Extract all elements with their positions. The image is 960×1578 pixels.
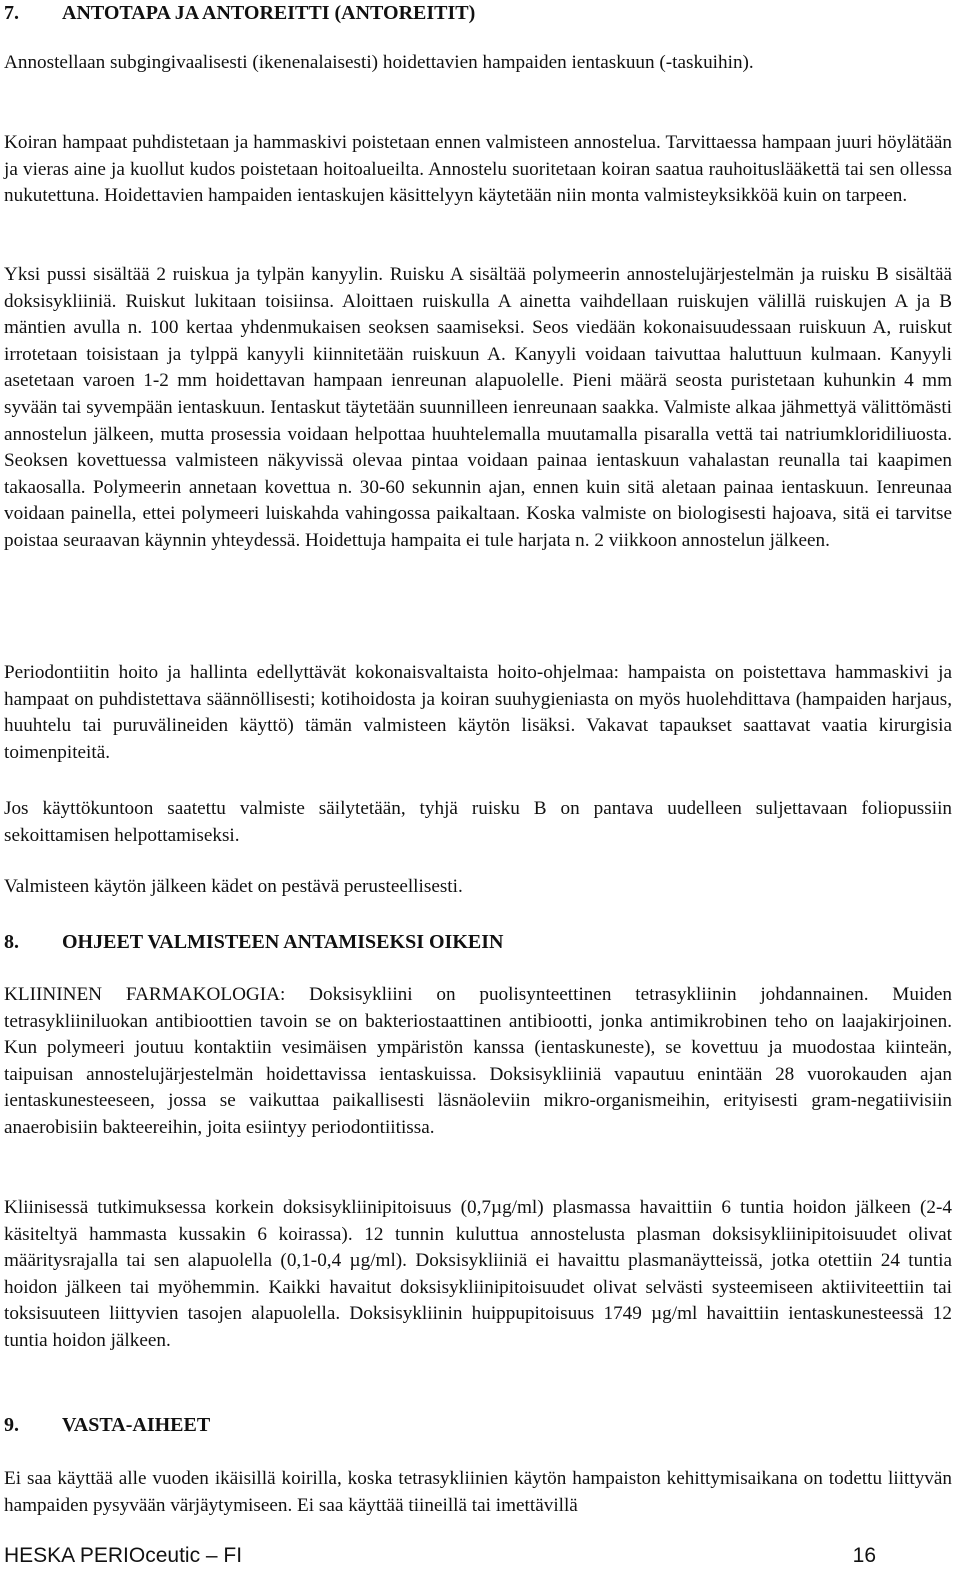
section-9-title: VASTA-AIHEET	[62, 1414, 211, 1436]
section-7-paragraph-3: Yksi pussi sisältää 2 ruiskua ja tylpän kanyylin. Ruisku A sisältää polymeerin annostelujärjestelmän ja ruisku B sisältää doksisykliiniä. Ruiskut lukitaan toisiinsa. Aloittaen ruiskulla A ainetta vaihdellaan ruiskujen välillä ruiskujen A ja B mäntien avulla n. 100 kertaa yhdenmukaisen seoksen saamiseksi. Seos viedään kokonaisuudessaan ruiskuun A, ruiskut irrotetaan toisistaan ja tylppä kanyyli kiinnitetään ruiskuun A. Kanyyli voidaan taivuttaa haluttuun kulmaan. Kanyyli asetetaan varoen 1-2 mm hoidettavan hampaan ienreunan alapuolelle. Pieni määrä seosta puristetaan kuhunkin 4 mm syvään tai syvempään ientaskuun. Ientaskut täytetään suunnilleen ienreunaan saakka. Valmiste alkaa jähmettyä välittömästi annostelun jälkeen, mutta prosessia voidaan helpottaa huuhtelemalla muutamalla pisaralla vettä tai natriumkloridiliuosta. Seoksen kovettuessa valmisteen näkyvissä olevaa pintaa voidaan painaa ientaskuun vahalastan reunalla tai kaapimen takaosalla. Polymeerin annetaan kovettua n. 30-60 sekunnin ajan, ennen kuin sitä aletaan painaa ientaskuun. Ienreunaa voidaan painella, ettei polymeeri luiskahda vahingossa paikaltaan. Koska valmiste on biologisesti hajoava, sitä ei tarvitse poistaa seuraavan käynnin yhteydessä. Hoidettuja hampaita ei tule harjata n. 2 viikkoon annostelun jälkeen.	[4, 264, 952, 551]
section-7-paragraph-5: Jos käyttökuntoon saatettu valmiste säilytetään, tyhjä ruisku B on pantava uudelleen suljettavaan foliopussiin sekoittamisen helpottamiseksi.	[4, 798, 952, 846]
footer-document-title: HESKA PERIOceutic – FI	[4, 1544, 243, 1567]
section-8-paragraph-2: Kliinisessä tutkimuksessa korkein doksisykliinipitoisuus (0,7µg/ml) plasmassa havaittiin 6 tuntia hoidon jälkeen (2-4 käsiteltyä hammasta kussakin 6 koirassa). 12 tunnin kuluttua annostelusta plasman doksisykliinipitoisuudet olivat määritysrajalla tai sen alapuolella (0,1-0,4 µg/ml). Doksisykliiniä ei havaittu plasmanäytteissä, jotka otettiin 24 tuntia hoidon jälkeen tai myöhemmin. Kaikki havaitut doksisykliinipitoisuudet olivat selvästi systeemiseen aktiiviteettiin tai toksisuuteen liittyvien tasojen alapuolella. Doksisykliinin huippupitoisuus 1749 µg/ml havaittiin ientaskunesteessä 12 tuntia hoidon jälkeen.	[4, 1197, 952, 1351]
section-7-paragraph-4: Periodontiitin hoito ja hallinta edellyttävät kokonaisvaltaista hoito-ohjelmaa: hampaista on poistettava hammaskivi ja hampaat on puhdistettava säännöllisesti; kotihoidosta ja koiran suuhygieniasta on myös huolehdittava (hampaiden harjaus, huuhtelu tai puruvälineiden käyttö) tämän valmisteen käytön lisäksi. Vakavat tapaukset saattavat vaatia kirurgisia toimenpiteitä.	[4, 662, 952, 763]
section-9-paragraph-1: Ei saa käyttää alle vuoden ikäisillä koirilla, koska tetrasykliinien käytön hampaiston kehittymisaikana on todettu liittyvän hampaiden pysyvään värjäytymiseen. Ei saa käyttää tiineillä tai imettävillä	[4, 1468, 952, 1516]
section-7-number: 7.	[4, 2, 19, 24]
section-7-paragraph-6: Valmisteen käytön jälkeen kädet on pestävä perusteellisesti.	[4, 876, 463, 897]
section-8-title: OHJEET VALMISTEEN ANTAMISEKSI OIKEIN	[62, 931, 504, 953]
section-9-heading	[4, 1412, 210, 1438]
section-7-heading	[4, 0, 475, 26]
section-8-number: 8.	[4, 931, 19, 953]
section-8-heading	[4, 929, 503, 955]
section-9-number: 9.	[4, 1414, 19, 1436]
section-7-paragraph-1: Annostellaan subgingivaalisesti (ikenenalaisesti) hoidettavien hampaiden ientaskuun (-taskuihin).	[4, 52, 754, 73]
footer-page-number: 16	[852, 1544, 876, 1567]
section-7-title: ANTOTAPA JA ANTOREITTI (ANTOREITIT)	[62, 2, 476, 24]
section-8-paragraph-1: KLIININEN FARMAKOLOGIA: Doksisykliini on puolisynteettinen tetrasykliinin johdannainen. Muiden tetrasykliiniluokan antibioottien tavoin se on bakteriostaattinen antibiootti, jonka antimikrobinen teho on laajakirjoinen. Kun polymeeri joutuu kontaktiin vesimäisen ympäristön kanssa (ientaskuneste), se kovettuu ja muodostaa kiinteän, taipuisan annostelujärjestelmän hoidettavissa ientaskuissa. Doksisykliiniä vapautuu enintään 28 vuorokauden ajan ientaskunesteeseen, jossa se vaikuttaa paikallisesti läsnäoleviin mikro-organismeihin, erityisesti gram-negatiivisiin anaerobisiin bakteereihin, joita esiintyy periodontiitissa.	[4, 984, 952, 1138]
section-7-paragraph-2: Koiran hampaat puhdistetaan ja hammaskivi poistetaan ennen valmisteen annostelua. Tarvittaessa hampaan juuri höylätään ja vieras aine ja kuollut kudos poistetaan hoitoalueilta. Annostelu suoritetaan koiran saatua rauhoituslääkettä tai sen ollessa nukutettuna. Hoidettavien hampaiden ientaskujen käsittelyyn käytetään niin monta valmisteyksikköä kuin on tarpeen.	[4, 132, 952, 207]
